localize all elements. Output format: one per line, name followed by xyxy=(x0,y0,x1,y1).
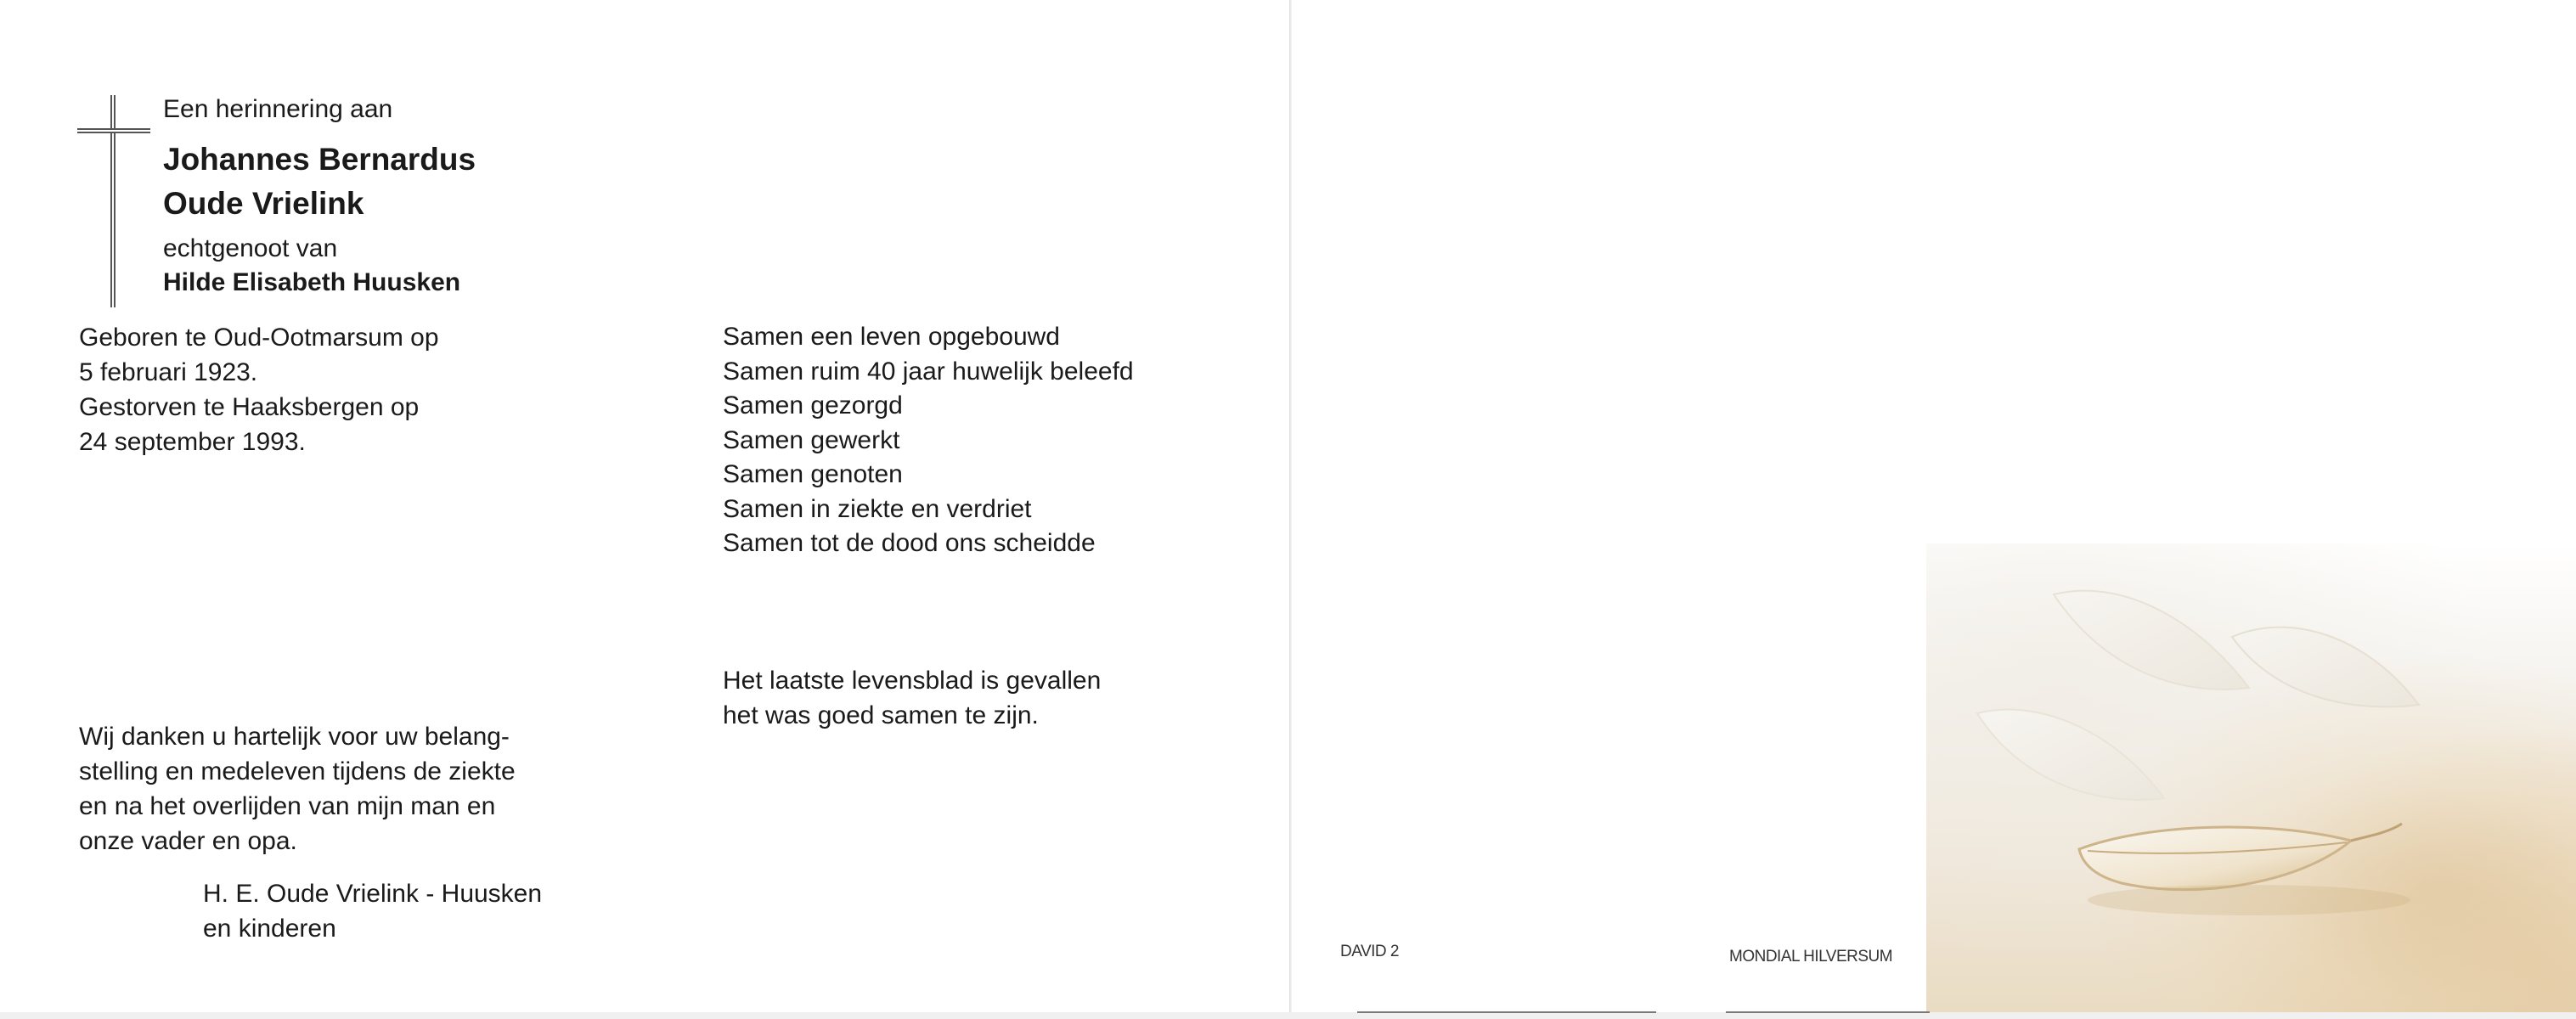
embossed-leaf-svg xyxy=(1926,543,2576,1012)
signature-block xyxy=(203,876,542,946)
left-panel xyxy=(0,0,1289,1012)
cross-icon-bar xyxy=(77,128,150,133)
poem-line: Samen genoten xyxy=(723,460,903,488)
poem-line: Samen ruim 40 jaar huwelijk beleefd xyxy=(723,357,1134,386)
design-code: DAVID 2 xyxy=(1340,943,1400,960)
closing-line: het was goed samen te zijn. xyxy=(723,701,1039,729)
cross-icon xyxy=(110,95,116,307)
thanks-line: onze vader en opa. xyxy=(79,827,297,855)
bottom-edge-line xyxy=(1357,1011,1656,1013)
leaf-stem xyxy=(2351,824,2402,841)
thanks-message xyxy=(79,719,516,859)
birth-death-line: 5 februari 1923. xyxy=(79,358,258,386)
birth-death-block xyxy=(79,320,439,459)
intro-text: Een herinnering aan xyxy=(163,95,393,123)
closing-line: Het laatste levensblad is gevallen xyxy=(723,667,1102,695)
poem-line: Samen een leven opgebouwd xyxy=(723,323,1060,351)
spouse-label: echtgenoot van xyxy=(163,234,338,262)
poem-line: Samen tot de dood ons scheidde xyxy=(723,529,1096,557)
thanks-line: stelling en medeleven tijdens de ziekte xyxy=(79,757,516,785)
faint-leaf-shape xyxy=(2054,591,2249,690)
leaf-shape xyxy=(2079,827,2351,890)
poem-block xyxy=(723,320,1134,561)
signature-line: en kinderen xyxy=(203,915,336,943)
poem-line: Samen in ziekte en verdriet xyxy=(723,494,1032,523)
spouse-name: Hilde Elisabeth Huusken xyxy=(163,268,461,296)
card-bottom-edge xyxy=(0,1012,2576,1019)
birth-death-line: 24 september 1993. xyxy=(79,428,306,456)
signature-line: H. E. Oude Vrielink - Huusken xyxy=(203,880,543,908)
printer-mark: MONDIAL HILVERSUM xyxy=(1729,948,1893,966)
birth-death-line: Gestorven te Haaksbergen op xyxy=(79,393,420,421)
deceased-name-first: Johannes Bernardus xyxy=(163,142,476,177)
leaf-shadow xyxy=(2088,885,2410,915)
thanks-line: en na het overlijden van mijn man en xyxy=(79,792,496,820)
poem-line: Samen gezorgd xyxy=(723,391,903,419)
faint-leaf-shape xyxy=(2232,628,2419,707)
bottom-edge-line xyxy=(1726,1011,1930,1013)
poem-line: Samen gewerkt xyxy=(723,425,900,454)
deceased-name-last: Oude Vrielink xyxy=(163,186,364,221)
embossed-leaf-image xyxy=(1926,543,2576,1012)
closing-verse xyxy=(723,663,1101,733)
birth-death-line: Geboren te Oud-Ootmarsum op xyxy=(79,324,439,352)
faint-leaf-shape xyxy=(1977,710,2164,800)
thanks-line: Wij danken u hartelijk voor uw belang- xyxy=(79,723,510,751)
